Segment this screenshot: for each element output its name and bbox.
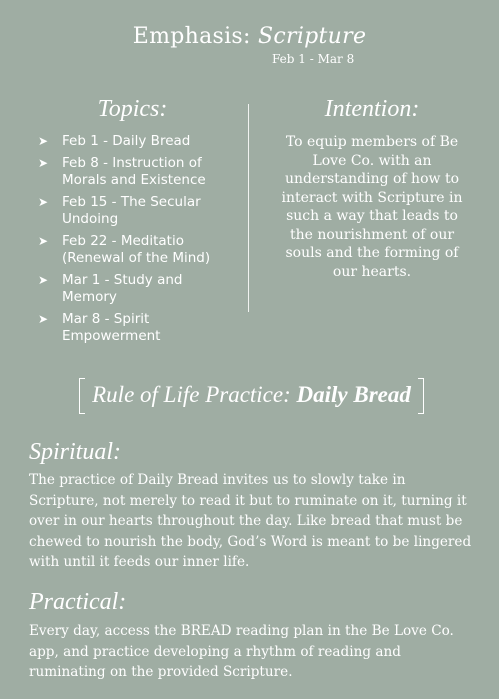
spiritual-heading: Spiritual: bbox=[29, 439, 122, 465]
topics-list bbox=[30, 133, 235, 345]
arrow-bullet-icon: ➤ bbox=[38, 156, 49, 170]
topic-item bbox=[30, 233, 235, 267]
arrow-bullet-icon: ➤ bbox=[38, 273, 49, 287]
date-range: Feb 1 - Mar 8 bbox=[272, 52, 355, 66]
topic-label: Feb 1 - Daily Bread bbox=[62, 133, 191, 149]
topic-item bbox=[30, 311, 235, 345]
rule-of-life-title bbox=[79, 382, 424, 408]
arrow-bullet-icon: ➤ bbox=[38, 234, 49, 248]
topic-label: Feb 8 - Instruction of Morals and Existence bbox=[62, 155, 206, 188]
rule-of-life-prefix: Rule of Life Practice: bbox=[92, 382, 297, 407]
topics-column bbox=[30, 96, 235, 350]
topic-item bbox=[30, 194, 235, 228]
topic-item bbox=[30, 133, 235, 150]
topic-label: Mar 1 - Study and Memory bbox=[62, 272, 183, 305]
practical-heading: Practical: bbox=[29, 589, 127, 615]
spiritual-text: The practice of Daily Bread invites us to slowly take in Scripture, not merely to read it but to ruminate on it, turning it over in our hearts throughout the day. Like bread that must be chewed to nourish the body, God’s Word is meant to be lingered with until it feeds our inner life. bbox=[29, 472, 472, 570]
page-title-emphasis: Scripture bbox=[258, 24, 367, 49]
topic-item bbox=[30, 272, 235, 306]
intention-text: To equip members of Be Love Co. with an understanding of how to interact with Scripture in such a way that leads to the nourishment of our souls and the forming of our hearts. bbox=[281, 134, 463, 280]
arrow-bullet-icon: ➤ bbox=[38, 312, 49, 326]
arrow-bullet-icon: ➤ bbox=[38, 134, 49, 148]
intention-column bbox=[276, 96, 468, 281]
topic-label: Feb 15 - The Secular Undoing bbox=[62, 194, 201, 227]
topic-label: Feb 22 - Meditatio (Renewal of the Mind) bbox=[62, 233, 211, 266]
rule-of-life-banner bbox=[79, 378, 424, 414]
arrow-bullet-icon: ➤ bbox=[38, 195, 49, 209]
topic-label: Mar 8 - Spirit Empowerment bbox=[62, 311, 161, 344]
page-title-prefix: Emphasis: bbox=[132, 24, 259, 49]
topics-heading: Topics: bbox=[97, 96, 168, 122]
page-title bbox=[0, 24, 499, 49]
column-divider bbox=[248, 104, 249, 312]
rule-of-life-practice: Daily Bread bbox=[296, 382, 411, 407]
intention-heading: Intention: bbox=[324, 96, 420, 122]
practical-text: Every day, access the BREAD reading plan in the Be Love Co. app, and practice developing a rhythm of reading and ruminating on the provided Scripture. bbox=[29, 623, 454, 680]
topic-item bbox=[30, 155, 235, 189]
